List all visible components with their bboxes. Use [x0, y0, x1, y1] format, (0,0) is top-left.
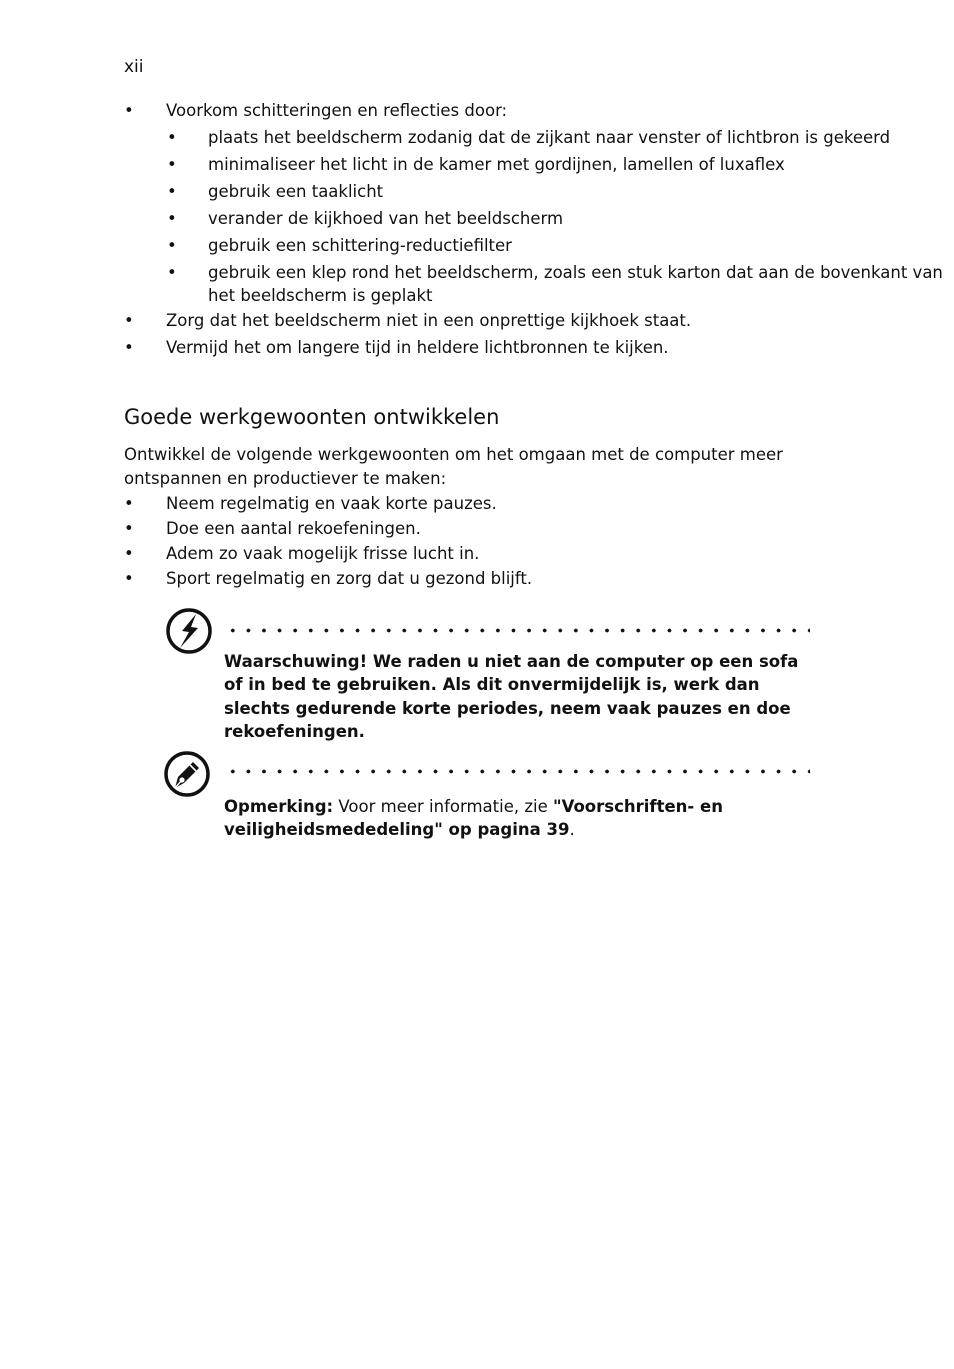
list-item-text: Sport regelmatig en zorg dat u gezond blijft. [166, 569, 533, 588]
list-item-text: minimaliseer het licht in de kamer met gordijnen, lamellen of luxaflex [208, 155, 785, 174]
list-item [124, 336, 954, 359]
list-item [124, 126, 954, 149]
bullet: • [124, 311, 134, 330]
section-heading: Goede werkgewoonten ontwikkelen [124, 405, 500, 429]
list-item [124, 542, 532, 565]
list-item-text: verander de kijkhoed van het beeldscherm [208, 209, 564, 228]
bullet: • [124, 101, 134, 120]
bullet: • [167, 209, 177, 228]
bullet: • [124, 338, 134, 357]
list-item [124, 567, 532, 590]
list-item [124, 153, 954, 176]
list-item-text: gebruik een taaklicht [208, 182, 384, 201]
list-item [124, 261, 954, 307]
list-item-text: gebruik een schittering-reductiefilter [208, 236, 512, 255]
bullet: • [167, 236, 177, 255]
list-item-text: gebruik een klep rond het beeldscherm, zoals een stuk karton dat aan de bovenkant van het beeldscherm is geplakt [208, 263, 943, 305]
list-item-text: Adem zo vaak mogelijk frisse lucht in. [166, 544, 480, 563]
list-item [124, 99, 954, 122]
list-item-text: Doe een aantal rekoefeningen. [166, 519, 421, 538]
warning-text: Waarschuwing! We raden u niet aan de computer op een sofa of in bed te gebruiken. Als dit onvermijdelijk is, werk dan slechts gedurende korte periodes, neem vaak pauzes en doe rekoefeningen. [224, 652, 799, 741]
warning-divider [225, 628, 810, 633]
list-item-text: Voorkom schitteringen en reflecties door: [166, 101, 508, 120]
page-number: xii [124, 57, 144, 77]
list-item [124, 309, 954, 332]
list-item-text: plaats het beeldscherm zodanig dat de zijkant naar venster of lichtbron is gekeerd [208, 128, 891, 147]
note-body: Voor meer informatie, zie [333, 797, 553, 816]
list-item [124, 207, 954, 230]
note-divider [225, 769, 810, 774]
list-item [124, 492, 532, 515]
bullet: • [167, 263, 177, 282]
section-intro: Ontwikkel de volgende werkgewoonten om het omgaan met de computer meer ontspannen en productiever te maken: [124, 445, 783, 488]
bullet: • [167, 155, 177, 174]
list-item [124, 234, 954, 257]
note-reference-link[interactable]: "Voorschriften- en veiligheidsmededeling" op pagina 39 [224, 797, 723, 840]
list-item-text: Zorg dat het beeldscherm niet in een onprettige kijkhoek staat. [166, 311, 692, 330]
bullet: • [167, 128, 177, 147]
bullet: • [124, 544, 134, 563]
bullet: • [167, 182, 177, 201]
glare-list [124, 99, 954, 359]
note-pen-icon [163, 750, 211, 798]
warning-lightning-icon [165, 607, 213, 655]
list-item [124, 517, 532, 540]
note-end: . [569, 820, 575, 840]
list-item [124, 180, 954, 203]
list-item-text: Vermijd het om langere tijd in heldere lichtbronnen te kijken. [166, 338, 669, 357]
note-text [224, 795, 814, 842]
bullet: • [124, 494, 134, 513]
bullet: • [124, 569, 134, 588]
bullet: • [124, 519, 134, 538]
habits-list [124, 492, 532, 590]
note-label: Opmerking: [224, 797, 334, 816]
list-item-text: Neem regelmatig en vaak korte pauzes. [166, 494, 497, 513]
